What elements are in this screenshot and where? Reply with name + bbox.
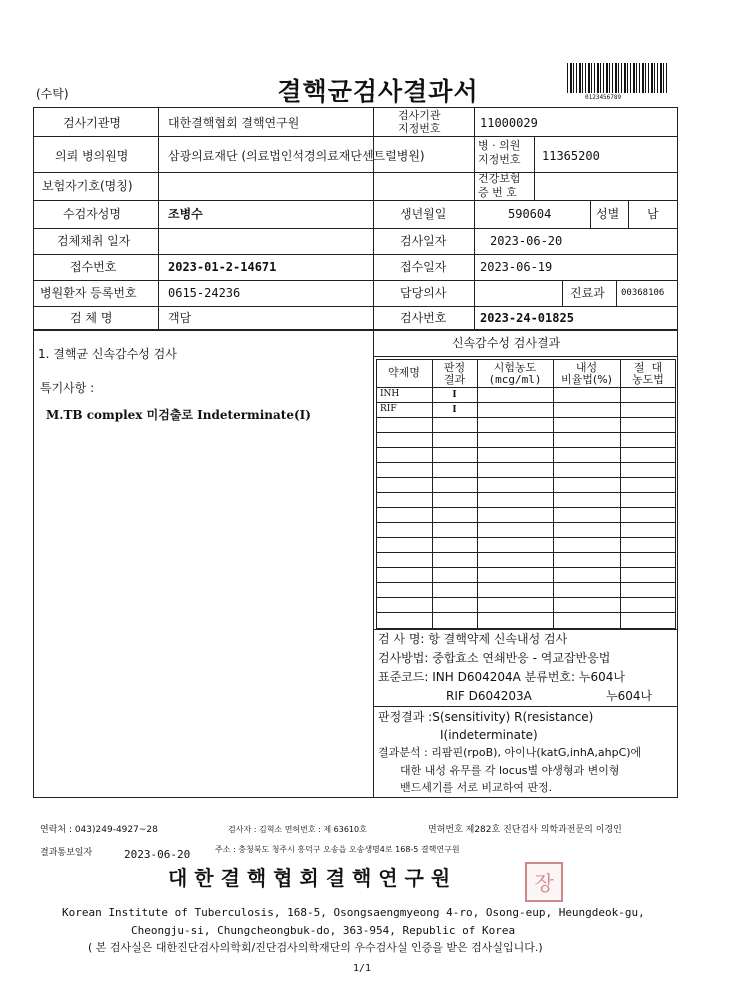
label-sex: 성별 (596, 207, 620, 221)
value-hospital-code: 11365200 (542, 149, 600, 163)
footer-contact: 연락처 : 043)249-4927~28 (40, 825, 158, 835)
row-result-rif: I (452, 405, 457, 415)
label-hospital-name: 의뢰 병의원명 (55, 149, 129, 163)
document-title: 결핵균검사결과서 (277, 77, 479, 106)
footer-address-en2: Cheongju-si, Chungcheongbuk-do, 363-954, Republic of Korea (131, 924, 516, 937)
col-header-result-b: 결과 (443, 373, 466, 386)
method-code-line1: 표준코드: INH D604204A 분류번호: 누604나 (378, 670, 625, 684)
analysis-line3: 밴드세기를 서로 비교하여 판정. (400, 781, 553, 794)
remarks-label: 특기사항 : (40, 381, 95, 395)
row-result-inh: I (452, 390, 457, 400)
label-test-date: 검사일자 (400, 234, 447, 248)
footer-org-name: 대 한 결 핵 협 회 결 핵 연 구 원 (168, 866, 451, 890)
value-birthdate: 590604 (508, 207, 552, 221)
col-header-conc-a: 시험농도 (493, 361, 537, 374)
label-birthdate: 생년월일 (400, 207, 447, 221)
col-header-abs-b: 농도법 (632, 373, 664, 386)
footer-examiner: 검사자 : 김혁소 면허번호 : 제 63610호 (228, 825, 367, 834)
value-receipt-date: 2023-06-19 (480, 260, 553, 274)
footer-doctor: 면허번호 제282호 진단검사 의학과전문의 이경인 (428, 825, 622, 835)
label-insurer: 보험자기호(명칭) (42, 179, 133, 193)
footer-date-label: 결과통보일자 (40, 848, 93, 858)
label-hospital-code-b: 지정번호 (478, 153, 521, 166)
result-table-title: 신속감수성 검사결과 (452, 336, 561, 350)
value-lab-name: 대한결핵협회 결핵연구원 (168, 116, 300, 130)
value-lab-code: 11000029 (480, 116, 538, 130)
barcode-number: 0123456789 (585, 94, 622, 101)
method-procedure: 검사방법: 중합효소 연쇄반응 - 역교잡반응법 (378, 651, 611, 665)
col-header-conc-b: (mcg/ml) (488, 373, 542, 386)
label-sample-date: 검체채취 일자 (57, 234, 131, 248)
official-seal (525, 862, 563, 902)
col-header-ratio-a: 내성 (575, 361, 598, 374)
receipt-label: (수탁) (36, 87, 69, 101)
judge-line1: 판정결과 :S(sensitivity) R(resistance) (378, 710, 594, 724)
barcode-image (567, 63, 669, 93)
footer-address-kr: 주소 : 충청북도 청주시 흥덕구 오송읍 오송생명4로 168-5 결핵연구원 (215, 845, 460, 854)
label-lab-name: 검사기관명 (63, 116, 121, 130)
footer-date: 2023-06-20 (124, 848, 191, 861)
label-receipt-date: 접수일자 (400, 260, 447, 274)
label-test-no: 검사번호 (400, 311, 447, 325)
value-hospital-name: 삼광의료재단 (의료법인석경의료재단센트럴병원) (168, 149, 425, 163)
judge-line2: I(indeterminate) (440, 728, 538, 742)
value-test-date: 2023-06-20 (490, 234, 563, 248)
label-lab-code-a: 검사기관 (398, 109, 441, 122)
footer-cert-note: ( 본 검사실은 대한진단검사의학회/진단검사의학재단의 우수검사실 인증을 받은 검사실입니다.) (88, 941, 543, 954)
seal-char: 장 (534, 871, 554, 895)
page-number: 1/1 (353, 963, 372, 974)
label-insurance-no-a: 건강보험 (478, 172, 521, 185)
label-department: 진료과 (570, 286, 605, 300)
value-receipt-no: 2023-01-2-14671 (168, 260, 277, 274)
col-header-drug: 약제명 (388, 366, 420, 379)
method-code-line2: RIF D604203A (446, 689, 532, 703)
method-test-name: 검 사 명: 항 결핵약제 신속내성 검사 (378, 632, 568, 646)
label-patient-reg-no: 병원환자 등록번호 (40, 286, 137, 300)
col-header-abs-a: 절 대 (633, 361, 663, 374)
col-header-ratio-b: 비율법(%) (561, 373, 612, 386)
value-test-no: 2023-24-01825 (480, 311, 574, 325)
remarks-text: M.TB complex 미검출로 Indeterminate(I) (46, 408, 311, 422)
value-specimen: 객담 (168, 311, 192, 325)
label-specimen: 검 체 명 (70, 311, 113, 325)
footer-address-en1: Korean Institute of Tuberculosis, 168-5, Osongsaengmyeong 4-ro, Osong-eup, Heungdeok-gu, (62, 906, 645, 919)
label-patient-name: 수검자성명 (63, 207, 121, 221)
col-header-result-a: 판정 (443, 361, 466, 374)
test-title: 1. 결핵균 신속감수성 검사 (38, 347, 177, 361)
analysis-line2: 대한 내성 유무를 각 locus별 야생형과 변이형 (400, 764, 620, 777)
row-drug-rif: RIF (380, 404, 397, 414)
value-patient-reg-no: 0615-24236 (168, 286, 241, 300)
method-code-line2b: 누604나 (606, 689, 653, 703)
label-doctor: 담당의사 (400, 286, 447, 300)
label-hospital-code-a: 병 · 의원 (478, 139, 521, 152)
analysis-line1: 결과분석 : 리팜핀(rpoB), 아이나(katG,inhA,ahpC)에 (378, 746, 642, 759)
value-sex: 남 (647, 207, 659, 221)
label-lab-code-b: 지정번호 (398, 122, 441, 135)
label-receipt-no: 접수번호 (70, 260, 117, 274)
value-patient-name: 조병수 (168, 207, 203, 221)
row-drug-inh: INH (380, 389, 400, 399)
value-department: 00368106 (621, 288, 665, 298)
label-insurance-no-b: 증 번 호 (478, 186, 517, 199)
